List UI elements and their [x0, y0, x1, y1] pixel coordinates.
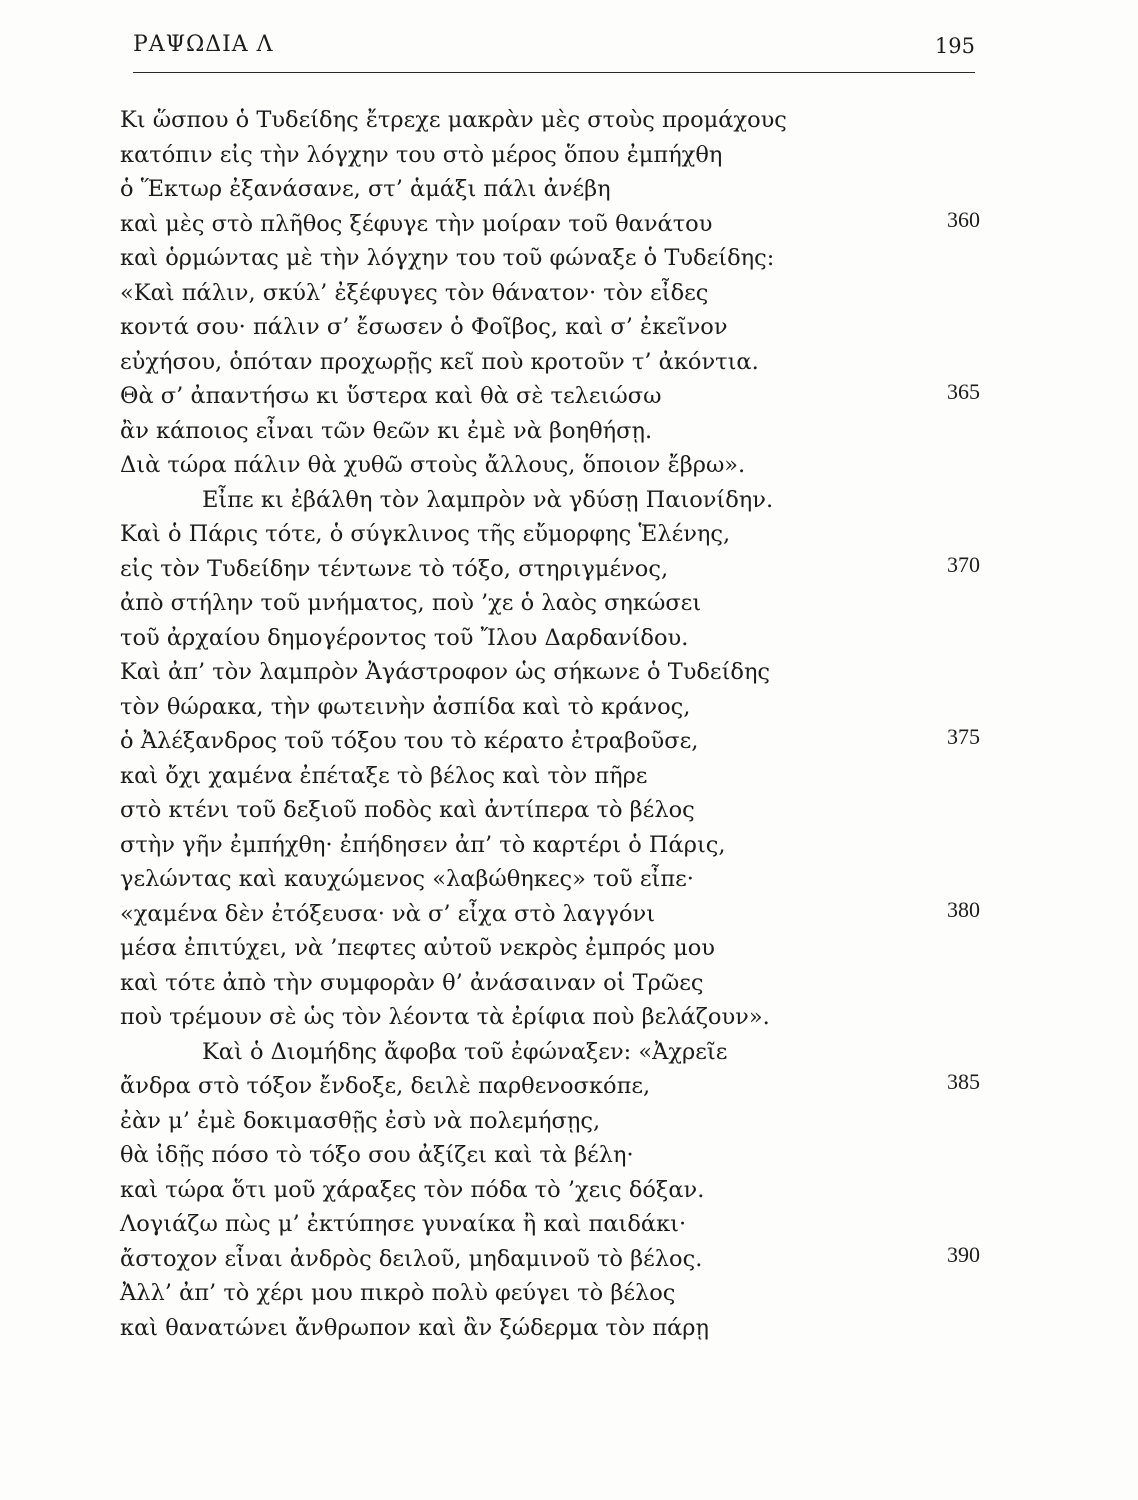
verse-line: [120, 207, 980, 242]
verse-text: Εἶπε κι ἐβάλθη τὸν λαμπρὸν νὰ γδύσῃ Παιονίδην.: [202, 486, 774, 513]
verse-text: καὶ τότε ἀπὸ τὴν συμφορὰν θ’ ἀνάσαιναν οἱ Τρῶες: [120, 969, 704, 996]
verse-line: [120, 655, 980, 690]
verse-text: ἐὰν μ’ ἐμὲ δοκιμασθῇς ἐσὺ νὰ πολεμήσῃς,: [120, 1107, 601, 1134]
verse-line: [120, 793, 980, 828]
verse-text: ὁ Ἀλέξανδρος τοῦ τόξου του τὸ κέρατο ἐτραβοῦσε,: [120, 728, 699, 754]
verse-line: [120, 241, 980, 276]
verse-text: καὶ θανατώνει ἄνθρωπον καὶ ἂν ξώδερμα τὸν πάρῃ: [120, 1314, 710, 1341]
verse-line: [120, 483, 980, 518]
verse-text: Ἀλλ’ ἀπ’ τὸ χέρι μου πικρὸ πολὺ φεύγει τὸ βέλος: [120, 1280, 676, 1306]
verse-line: [120, 448, 980, 483]
verse-text: Κι ὥσπου ὁ Τυδείδης ἔτρεχε μακρὰν μὲς στοὺς προμάχους: [120, 107, 787, 133]
verse-line: [120, 1069, 980, 1104]
line-number: 365: [947, 379, 980, 404]
verse-line: [120, 966, 980, 1001]
verse-line: [120, 1173, 980, 1208]
verse-text: Καὶ ὁ Διομήδης ἄφοβα τοῦ ἐφώναξεν: «Ἀχρεῖε: [202, 1038, 728, 1065]
verse-line: [120, 1311, 980, 1346]
verse-line: [120, 897, 980, 932]
verse-text: γελώντας καὶ καυχώμενος «λαβώθηκες» τοῦ εἶπε·: [120, 866, 694, 892]
verse-text: Διὰ τώρα πάλιν θὰ χυθῶ στοὺς ἄλλους, ὅποιον ἔβρω».: [120, 452, 746, 478]
verse-text: καὶ μὲς στὸ πλῆθος ξέφυγε τὴν μοίραν τοῦ θανάτου: [120, 210, 713, 237]
verse-line: [120, 552, 980, 587]
verse-text: ὁ Ἕκτωρ ἐξανάσανε, στ’ ἁμάξι πάλι ἀνέβη: [120, 176, 611, 202]
verse-line: [120, 586, 980, 621]
verse-line: [120, 862, 980, 897]
verse-text: «χαμένα δὲν ἐτόξευσα· νὰ σ’ εἶχα στὸ λαγγόνι: [120, 900, 656, 927]
verse-text: θὰ ἰδῇς πόσο τὸ τόξο σου ἀξίζει καὶ τὰ βέλη·: [120, 1142, 634, 1168]
verse-line: [120, 379, 980, 414]
verse-text: Καὶ ὁ Πάρις τότε, ὁ σύγκλινος τῆς εὔμορφης Ἑλένης,: [120, 521, 731, 547]
verse-text: Θὰ σ’ ἀπαντήσω κι ὕστερα καὶ θὰ σὲ τελειώσω: [120, 383, 662, 409]
verse-line: [120, 1242, 980, 1277]
verse-text: ἀπὸ στήλην τοῦ μνήματος, ποὺ ’χε ὁ λαὸς σηκώσει: [120, 590, 702, 616]
verse-text: καὶ ὁρμώντας μὲ τὴν λόγχην του τοῦ φώναξε ὁ Τυδείδης:: [120, 245, 775, 271]
verse-text: Καὶ ἀπ’ τὸν λαμπρὸν Ἀγάστροφον ὡς σήκωνε ὁ Τυδείδης: [120, 659, 771, 685]
line-number: 375: [947, 724, 980, 749]
verse-line: [120, 414, 980, 449]
verse-line: [120, 138, 980, 173]
verse-text: εἰς τὸν Τυδείδην τέντωνε τὸ τόξο, στηριγμένος,: [120, 555, 669, 582]
line-number: 370: [947, 551, 980, 577]
verse-line: [120, 276, 980, 311]
verse-text: καὶ τώρα ὅτι μοῦ χάραξες τὸν πόδα τὸ ’χεις δόξαν.: [120, 1176, 705, 1203]
page-header: [133, 32, 975, 73]
line-number: 360: [947, 206, 980, 232]
line-number: 390: [947, 1241, 980, 1267]
verse-text: ἂν κάποιος εἶναι τῶν θεῶν κι ἐμὲ νὰ βοηθήσῃ.: [120, 417, 653, 444]
verse-text: στὸ κτένι τοῦ δεξιοῦ ποδὸς καὶ ἀντίπερα τὸ βέλος: [120, 797, 695, 823]
verse-line: [120, 172, 980, 207]
verse-line: [120, 828, 980, 863]
verse-line: [120, 1138, 980, 1173]
verse-text: ἄνδρα στὸ τόξον ἔνδοξε, δειλὲ παρθενοσκόπε,: [120, 1073, 651, 1099]
page-number: 195: [934, 34, 975, 58]
verse-line: [120, 1035, 980, 1070]
verse-text: εὐχήσου, ὁπόταν προχωρῇς κεῖ ποὺ κροτοῦν τ’ ἀκόντια.: [120, 348, 759, 375]
verse-text: ποὺ τρέμουν σὲ ὡς τὸν λέοντα τὰ ἐρίφια ποὺ βελάζουν».: [120, 1004, 770, 1030]
verse-line: [120, 1276, 980, 1311]
verse-line: [120, 103, 980, 138]
verse-text: κατόπιν εἰς τὴν λόγχην του στὸ μέρος ὅπου ἐμπήχθη: [120, 141, 723, 168]
verse-line: [120, 724, 980, 759]
verse-text: Λογιάζω πὼς μ’ ἐκτύπησε γυναίκα ἢ καὶ παιδάκι·: [120, 1211, 687, 1237]
verse-line: [120, 1000, 980, 1035]
verse-line: [120, 1104, 980, 1139]
verse-block: [120, 103, 980, 1345]
verse-line: [120, 690, 980, 725]
running-title: ΡΑΨΩΔΙΑ Λ: [133, 32, 274, 57]
verse-line: [120, 517, 980, 552]
verse-text: στὴν γῆν ἐμπήχθη· ἐπήδησεν ἀπ’ τὸ καρτέρι ὁ Πάρις,: [120, 831, 726, 858]
verse-line: [120, 1207, 980, 1242]
verse-text: ἄστοχον εἶναι ἀνδρὸς δειλοῦ, μηδαμινοῦ τὸ βέλος.: [120, 1245, 703, 1272]
verse-text: τὸν θώρακα, τὴν φωτεινὴν ἀσπίδα καὶ τὸ κράνος,: [120, 693, 691, 720]
verse-line: [120, 931, 980, 966]
verse-line: [120, 345, 980, 380]
line-number: 385: [947, 1069, 980, 1094]
verse-text: μέσα ἐπιτύχει, νὰ ’πεφτες αὐτοῦ νεκρὸς ἐμπρός μου: [120, 935, 715, 961]
verse-text: τοῦ ἀρχαίου δημογέροντος τοῦ Ἴλου Δαρδανίδου.: [120, 624, 689, 651]
verse-line: [120, 310, 980, 345]
verse-text: κοντά σου· πάλιν σ’ ἔσωσεν ὁ Φοῖβος, καὶ σ’ ἐκεῖνον: [120, 314, 728, 340]
verse-line: [120, 621, 980, 656]
verse-text: «Καὶ πάλιν, σκύλ’ ἐξέφυγες τὸν θάνατον· τὸν εἶδες: [120, 279, 709, 306]
line-number: 380: [947, 896, 980, 922]
verse-text: καὶ ὄχι χαμένα ἐπέταξε τὸ βέλος καὶ τὸν πῆρε: [120, 762, 648, 789]
verse-line: [120, 759, 980, 794]
